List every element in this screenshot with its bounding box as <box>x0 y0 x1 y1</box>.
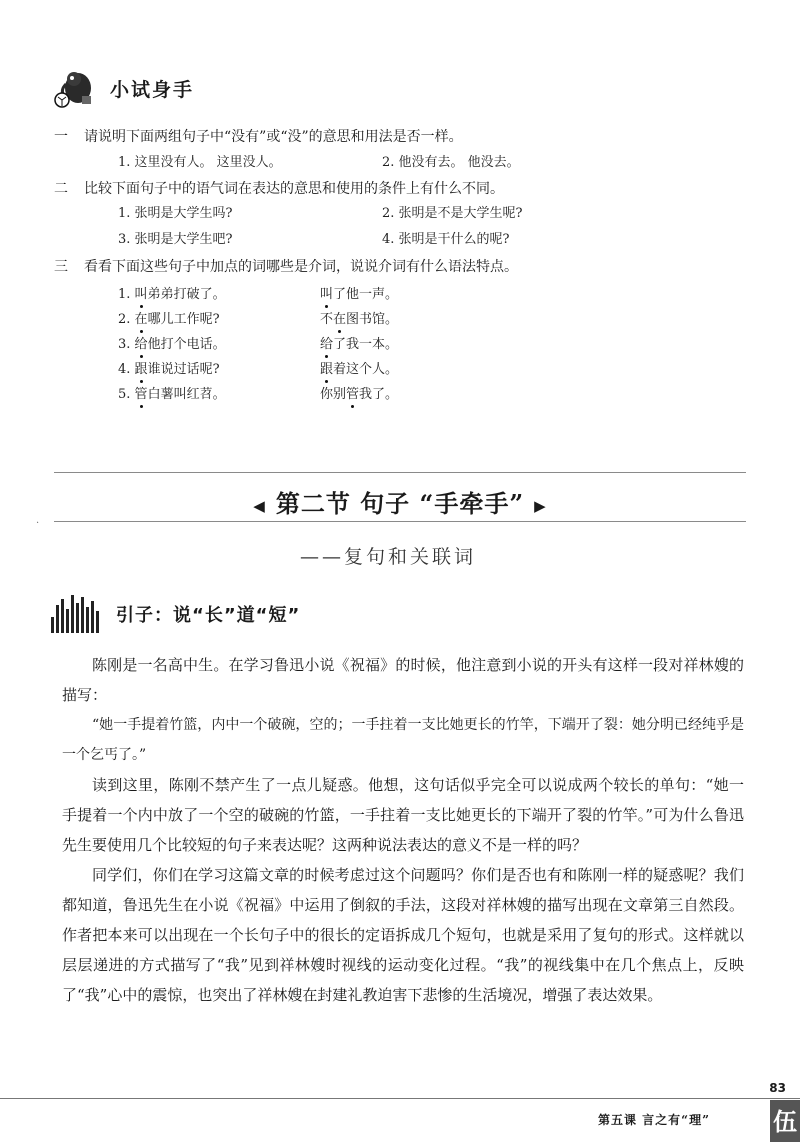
intro-title: 引子：说“长”道“短” <box>116 605 301 626</box>
quoted-passage: “她一手提着竹篮，内中一个破碗，空的；一手拄着一支比她更长的竹竿，下端开了裂：她分明已经纯乎是一个乞丐了。” <box>62 717 744 763</box>
question-number: 二 <box>54 181 68 197</box>
q1-item: 2. 他没有去。 他没去。 <box>382 155 520 170</box>
q3-sentence: 1. 叫弟弟打破了。 <box>118 287 226 302</box>
q3-sentence: 你别管我了。 <box>320 387 399 402</box>
paragraph: 陈刚是一名高中生。在学习鲁迅小说《祝福》的时候，他注意到小说的开头有这样一段对祥林嫂的描写： <box>62 656 744 704</box>
banner-bottom-rule <box>54 521 746 522</box>
section-title-text: 第二节 句子 “手牵手” <box>275 489 525 518</box>
emphasized-word: 跟 <box>134 362 148 377</box>
q3-sentence: 给了我一本。 <box>320 337 399 352</box>
question-number: 一 <box>54 129 68 145</box>
page-number: 83 <box>769 1081 786 1095</box>
scan-speck: · <box>36 518 40 529</box>
q3-sentence: 4. 跟谁说过话呢? <box>118 362 220 377</box>
emphasized-word: 管 <box>134 387 148 402</box>
q3-sentence: 5. 管白薯叫红苕。 <box>118 387 226 402</box>
emphasized-word: 叫 <box>134 287 148 302</box>
q3-sentence: 2. 在哪儿工作呢? <box>118 312 220 327</box>
emphasized-word: 给 <box>134 337 148 352</box>
exercise-header <box>52 66 194 110</box>
q2-item: 4. 张明是干什么的呢? <box>382 232 510 247</box>
right-triangle-icon: ▶ <box>534 496 547 515</box>
q3-sentence: 叫了他一声。 <box>320 287 399 302</box>
paragraph: 读到这里，陈刚不禁产生了一点儿疑惑。他想，这句话似乎完全可以说成两个较长的单句：“她一手提着一个内中放了一个空的破碗的竹篮，一手拄着一支比她更长的下端开了裂的竹竿。”可为什么鲁迅先生要使用几个比较短的句子来表达呢？这两种说法表达的意义不是一样的吗？ <box>62 776 744 854</box>
question-1 <box>54 128 463 146</box>
question-text: 请说明下面两组句子中“没有”或“没”的意思和用法是否一样。 <box>84 129 463 145</box>
paragraph: 同学们，你们在学习这篇文章的时候考虑过这个问题吗？你们是否也有和陈刚一样的疑惑呢？我们都知道，鲁迅先生在小说《祝福》中运用了倒叙的手法，这段对祥林嫂的描写出现在文章第三自然段。作者把本来可以出现在一个长句子中的很长的定语拆成几个短句，也就是采用了复句的形式。这样就以层层递进的方式描写了“我”见到祥林嫂时视线的运动变化过程。“我”的视线集中在几个焦点上，反映了“我”心中的震惊，也突出了祥林嫂在封建礼教迫害下悲惨的生活境况，增强了表达效果。 <box>62 866 744 1004</box>
emphasized-word: 管 <box>346 387 360 402</box>
question-text: 看看下面这些句子中加点的词哪些是介词，说说介词有什么语法特点。 <box>84 259 518 275</box>
emphasized-word: 给 <box>320 337 334 352</box>
lesson-title: 第五课 言之有“理” <box>598 1113 710 1127</box>
left-triangle-icon: ◀ <box>253 496 266 515</box>
intro-body <box>62 650 744 1010</box>
question-2 <box>54 180 504 198</box>
emphasized-word: 在 <box>134 312 148 327</box>
chapter-tab: 伍 <box>770 1100 800 1142</box>
footer-rule <box>0 1098 800 1099</box>
banner-top-rule <box>54 472 746 473</box>
question-number: 三 <box>54 259 68 275</box>
section-subtitle: ——复句和关联词 <box>300 546 477 568</box>
intro-header <box>50 594 300 634</box>
cartoon-mascot-icon <box>52 66 98 110</box>
q3-sentence: 跟着这个人。 <box>320 362 399 377</box>
question-text: 比较下面句子中的语气词在表达的意思和使用的条件上有什么不同。 <box>84 181 504 197</box>
question-3 <box>54 258 518 276</box>
emphasized-word: 叫 <box>320 287 334 302</box>
emphasized-word: 在 <box>333 312 347 327</box>
q2-item: 3. 张明是大学生吧? <box>118 232 233 247</box>
q3-sentence: 不在图书馆。 <box>320 312 399 327</box>
q3-sentence: 3. 给他打个电话。 <box>118 337 226 352</box>
section-title <box>0 484 800 519</box>
q2-item: 1. 张明是大学生吗? <box>118 206 233 221</box>
q1-item: 1. 这里没有人。 这里没人。 <box>118 155 282 170</box>
vertical-bars-icon <box>50 595 102 633</box>
emphasized-word: 跟 <box>320 362 334 377</box>
q2-item: 2. 张明是不是大学生呢? <box>382 206 523 221</box>
exercise-title: 小试身手 <box>110 78 195 101</box>
